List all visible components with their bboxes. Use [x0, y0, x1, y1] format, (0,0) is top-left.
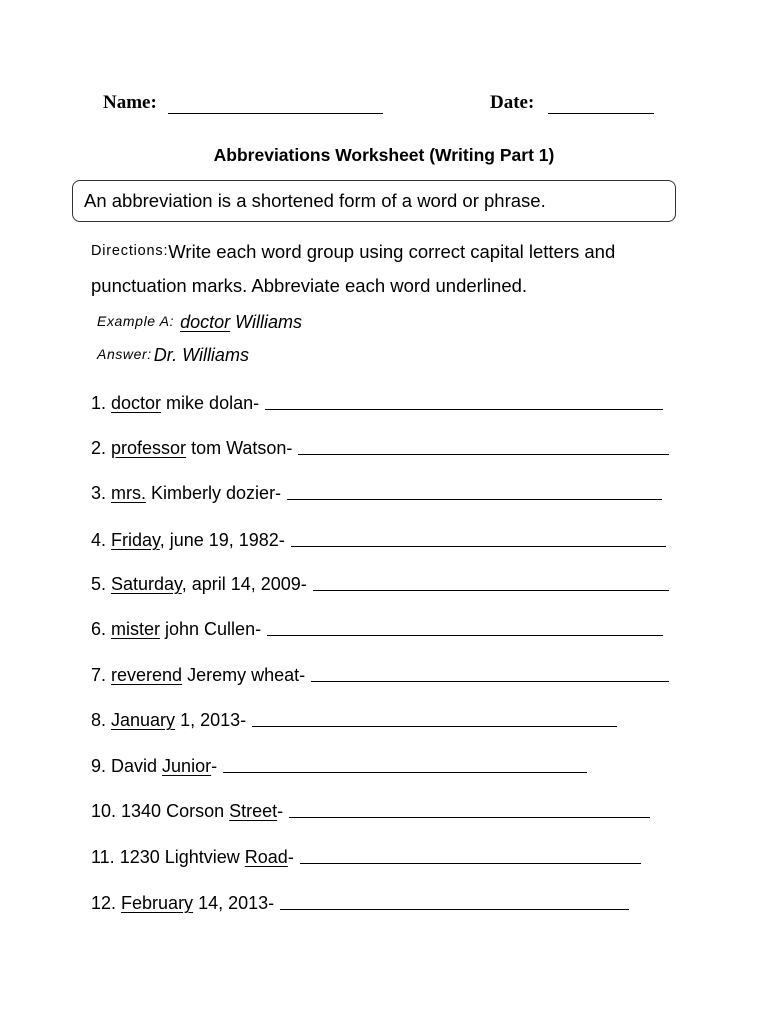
item-prefix: 8. [91, 710, 112, 730]
answer-blank-line[interactable] [223, 758, 587, 773]
item-underlined-word: Road [244, 847, 288, 867]
item-suffix: , april 14, 2009- [181, 574, 307, 594]
exercise-item [91, 893, 629, 914]
item-suffix: Kimberly dozier- [146, 483, 282, 503]
answer-label: Answer: [97, 346, 152, 362]
item-underlined-word: reverend [111, 665, 183, 685]
answer-blank-line[interactable] [289, 803, 650, 818]
item-prefix: 7. [91, 665, 112, 685]
example-rest: Williams [230, 312, 302, 332]
item-underlined-word: Junior [162, 756, 212, 776]
item-prefix: 1. [91, 393, 112, 413]
name-label: Name: [103, 92, 157, 113]
date-label: Date: [490, 92, 535, 113]
answer-blank-line[interactable] [265, 395, 663, 410]
item-suffix: Jeremy wheat- [182, 665, 306, 685]
definition-box [72, 180, 676, 222]
exercise-item [91, 665, 669, 686]
exercise-item [91, 574, 669, 595]
answer-blank-line[interactable] [298, 440, 669, 455]
date-blank-line[interactable] [548, 113, 654, 114]
example-line [97, 312, 302, 333]
item-underlined-word: mister [111, 619, 161, 639]
item-prefix: 3. [91, 483, 112, 503]
item-suffix: john Cullen- [160, 619, 262, 639]
item-prefix: 6. [91, 619, 112, 639]
directions-label: Directions: [91, 243, 169, 259]
item-underlined-word: January [111, 710, 176, 730]
directions-text: Write each word group using correct capital letters and punctuation marks. Abbreviate each word underlined. [91, 241, 616, 296]
answer-blank-line[interactable] [291, 532, 666, 547]
answer-blank-line[interactable] [313, 576, 669, 591]
example-label: Example A: [97, 313, 175, 329]
answer-line [97, 345, 249, 366]
item-underlined-word: doctor [111, 393, 162, 413]
exercise-item [91, 801, 650, 822]
answer-blank-line[interactable] [300, 849, 641, 864]
directions-block [91, 234, 691, 303]
item-prefix: 11. 1230 Lightview [91, 847, 245, 867]
answer-text: Dr. Williams [153, 345, 249, 365]
item-suffix: - [287, 847, 294, 867]
worksheet-title: Abbreviations Worksheet (Writing Part 1) [213, 145, 555, 165]
answer-blank-line[interactable] [280, 895, 629, 910]
answer-blank-line[interactable] [287, 485, 662, 500]
item-prefix: 9. David [91, 756, 163, 776]
exercise-item [91, 483, 662, 504]
exercise-item [91, 710, 617, 731]
item-suffix: mike dolan- [161, 393, 260, 413]
item-underlined-word: Street [229, 801, 278, 821]
item-suffix: 1, 2013- [175, 710, 247, 730]
item-underlined-word: professor [111, 438, 187, 458]
exercise-item [91, 438, 669, 459]
item-suffix: 14, 2013- [193, 893, 275, 913]
example-underlined-word: doctor [180, 312, 231, 332]
item-suffix: - [211, 756, 218, 776]
answer-blank-line[interactable] [252, 712, 617, 727]
item-suffix: , june 19, 1982- [159, 530, 285, 550]
item-prefix: 5. [91, 574, 112, 594]
exercise-item [91, 756, 587, 777]
exercise-item [91, 619, 663, 640]
item-underlined-word: mrs. [111, 483, 147, 503]
item-suffix: tom Watson- [186, 438, 293, 458]
answer-blank-line[interactable] [311, 667, 669, 682]
item-prefix: 4. [91, 530, 112, 550]
name-blank-line[interactable] [168, 113, 383, 114]
header-row [0, 92, 768, 120]
item-underlined-word: February [121, 893, 194, 913]
item-underlined-word: Friday [111, 530, 160, 550]
item-prefix: 12. [91, 893, 122, 913]
item-prefix: 2. [91, 438, 112, 458]
answer-blank-line[interactable] [267, 621, 663, 636]
definition-text: An abbreviation is a shortened form of a word or phrase. [84, 190, 546, 211]
item-prefix: 10. 1340 Corson [91, 801, 230, 821]
exercise-item [91, 393, 663, 414]
item-underlined-word: Saturday [111, 574, 182, 594]
exercise-item [91, 530, 666, 551]
item-suffix: - [277, 801, 284, 821]
exercise-item [91, 847, 641, 868]
